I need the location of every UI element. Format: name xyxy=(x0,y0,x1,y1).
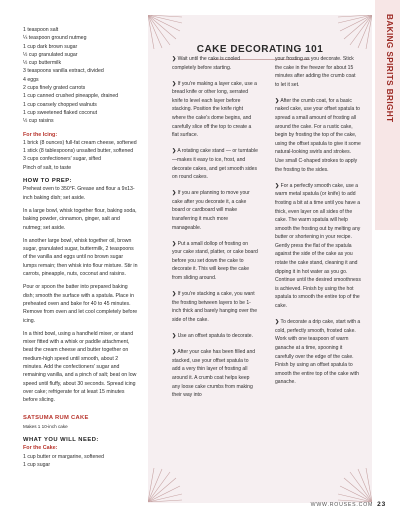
icing-heading: For the Icing: xyxy=(23,131,58,138)
tip-text: Wait until the cake is cooled completely before starting. xyxy=(172,56,241,71)
decorating-tip xyxy=(275,318,361,387)
arrow-bullet-icon: ❯ xyxy=(172,349,177,356)
ingredient-item: ¼ teaspoon ground nutmeg xyxy=(23,35,87,42)
recipe-column xyxy=(23,26,138,469)
decorating-tip xyxy=(172,189,258,232)
section-tab-label: BAKING SPIRITS BRIGHT xyxy=(385,14,394,123)
corner-fan-top-right-icon xyxy=(338,15,372,49)
prep-step: Pour or spoon the batter into prepared baking dish; smooth the surface with a spatula. Place in preheated oven and bake for 40 to 45 minutes. Remove from oven and let cool completely before icing. xyxy=(23,284,138,324)
cake-ingredient-list xyxy=(23,453,138,470)
tip-text: A rotating cake stand — or turntable —makes it easy to ice, frost, and decorate cakes, and get smooth sides on round cakes. xyxy=(172,148,258,181)
arrow-bullet-icon: ❯ xyxy=(172,240,177,247)
decorating-tip xyxy=(172,332,258,341)
arrow-bullet-icon: ❯ xyxy=(275,97,280,104)
ingredient-item: 1 cup canned crushed pineapple, drained xyxy=(23,93,119,100)
prep-step: In a third bowl, using a handheld mixer, or stand mixer fitted with a whisk or paddle attachment, beat the cream cheese and butter together on medium-high speed until smooth, about 2 minutes. Add the confectioners' sugar and remaining vanilla, and a pinch of salt; beat on low speed until fluffy, about 30 seconds. Spread icing over cake; refrigerate for at least 15 minutes before slicing. xyxy=(23,330,137,404)
decorating-tip xyxy=(172,240,258,283)
ingredient-item: ½ cup buttermilk xyxy=(23,60,62,67)
icing-item: 1 stick (8 tablespoons) unsalted butter, softened xyxy=(23,148,134,155)
ingredient-item: 4 eggs xyxy=(23,76,39,83)
recipe2-title: SATSUMA RUM CAKE xyxy=(23,415,89,422)
tip-text: If you are planning to move your cake after you decorate it, a cake board or cardboard will make transferring it much more manageable. xyxy=(172,190,250,231)
arrow-bullet-icon: ❯ xyxy=(172,291,177,298)
what-you-need-heading: WHAT YOU WILL NEED: xyxy=(23,437,99,444)
tip-continued: your frosting as you decorate. Stick the cake in the freezer for about 15 minutes after adding the crumb coat to let it set. xyxy=(275,56,356,88)
prep-steps xyxy=(23,185,138,404)
corner-fan-bottom-right-icon xyxy=(338,468,372,502)
tip-text: For a perfectly smooth cake, use a warm metal spatula (or knife) to add frosting a bit at a time until you have a thick, even layer on all sides of the cake. The warm spatula will help smooth the frosting out by melting any butter or shortening in your recipe. Gently press the flat of the spatula against the side of the cake as you rotate the cake stand, cleaning it and dipping it in hot water as you go. Continue until the desired smoothness is achieved. Finish by using the hot spatula to smooth the entire top of the cake. xyxy=(275,182,361,310)
tip-text: After your cake has been filled and stacked, use your offset spatula to add a very thin layer of frosting all around it. A crumb coat helps keep any loose cake crumbs from making their way into xyxy=(172,349,256,399)
arrow-bullet-icon: ❯ xyxy=(172,80,177,87)
corner-fan-bottom-left-icon xyxy=(148,468,182,502)
arrow-bullet-icon: ❯ xyxy=(172,190,177,197)
icing-list xyxy=(23,139,138,172)
ingredient-item: 1 cup coarsely chopped walnuts xyxy=(23,101,97,108)
arrow-bullet-icon: ❯ xyxy=(275,182,280,189)
icing-item: 3 cups confectioners' sugar, sifted xyxy=(23,156,101,163)
corner-fan-top-left-icon xyxy=(148,15,182,49)
decorating-tip xyxy=(172,290,258,324)
ingredient-item: 1 cup sweetened flaked coconut xyxy=(23,109,98,116)
decorating-tip xyxy=(172,348,258,400)
ingredient-item: 1 cup dark brown sugar xyxy=(23,43,78,50)
decorating-tip xyxy=(172,80,258,140)
decorating-tip xyxy=(172,55,258,72)
ingredient-item: 1 teaspoon salt xyxy=(23,27,59,33)
panel-title: CAKE DECORATING 101 xyxy=(196,44,324,55)
tip-text: If you're stacking a cake, you want the frosting between layers to be 1-inch thick and barely hanging over the side of the cake. xyxy=(172,291,258,323)
prep-step: In another large bowl, whisk together oil, brown sugar, granulated sugar, buttermilk, 2 teaspoons of the vanilla and eggs until no brown sugar lumps remain; then whisk into flour mixture. Stir in carrots, pineapple, nuts, coconut and raisins. xyxy=(23,237,138,278)
tips-column-2 xyxy=(275,55,361,394)
tip-text: If you're making a layer cake, use a bread knife or other long, serrated knife to level each layer before stacking. Position the knife right where the cake's dome begins, and carefully slice off the top to create a flat surface. xyxy=(172,80,257,139)
page-number: 23 xyxy=(377,501,386,508)
decorating-tip xyxy=(275,182,361,311)
decorating-tip xyxy=(172,147,258,181)
arrow-bullet-icon: ❯ xyxy=(275,319,280,326)
page-footer xyxy=(311,501,386,508)
tips-column-1 xyxy=(172,55,258,407)
cake-ingredient-item: 1 cup butter or margarine, softened xyxy=(23,453,105,460)
arrow-bullet-icon: ❯ xyxy=(172,333,177,340)
tip-text: After the crumb coat, for a basic naked cake, use your offset spatula to spread a small amount of frosting all around the cake. For a rustic cake, begin by frosting the top of the cake, using the offset spatula to give it some natural-looking swirls and strokes. Use small C-shaped strokes to apply the frosting to the sides. xyxy=(275,97,361,173)
ingredient-item: 2 cups finely grated carrots xyxy=(23,85,86,92)
tip-text: To decorate a drip cake, start with a cold, perfectly smooth, frosted cake. Work with one teaspoon of warm ganache at a time, spooning it carefully over the edge of the cake. Finish by using an offset spatula to smooth the entire top of the cake with ganache. xyxy=(275,319,361,386)
ingredient-item: 3 teaspoons vanilla extract, divided xyxy=(23,68,104,75)
ingredient-item: ½ cup granulated sugar xyxy=(23,51,78,58)
icing-item: 1 brick (8 ounces) full-fat cream cheese, softened xyxy=(23,139,137,146)
how-to-prep-heading: HOW TO PREP: xyxy=(23,178,73,185)
prep-step: In a large bowl, whisk together flour, baking soda, baking powder, cinnamon, ginger, salt and nutmeg; set aside. xyxy=(23,207,137,231)
prep-step: Preheat oven to 350°F. Grease and flour a 9x13-inch baking dish; set aside. xyxy=(23,186,135,201)
decorating-tip xyxy=(275,97,361,174)
tip-text: Use an offset spatula to decorate. xyxy=(177,333,254,340)
arrow-bullet-icon: ❯ xyxy=(172,56,177,62)
arrow-bullet-icon: ❯ xyxy=(172,148,177,155)
icing-item: Pinch of salt, to taste xyxy=(23,164,72,171)
website-url: WWW.ROUSES.COM xyxy=(310,502,374,508)
ingredients-list xyxy=(23,26,138,126)
recipe2-makes: Makes 1 10-inch cake xyxy=(23,423,68,429)
cake-heading: For the Cake: xyxy=(23,445,58,452)
ingredient-item: ½ cup raisins xyxy=(23,118,54,125)
cake-ingredient-item: 1 cup sugar xyxy=(23,461,51,468)
tip-text: Put a small dollop of frosting on your cake stand, platter, or cake board before you set down the cake to decorate it. This will keep the cake from sliding around. xyxy=(172,240,258,282)
